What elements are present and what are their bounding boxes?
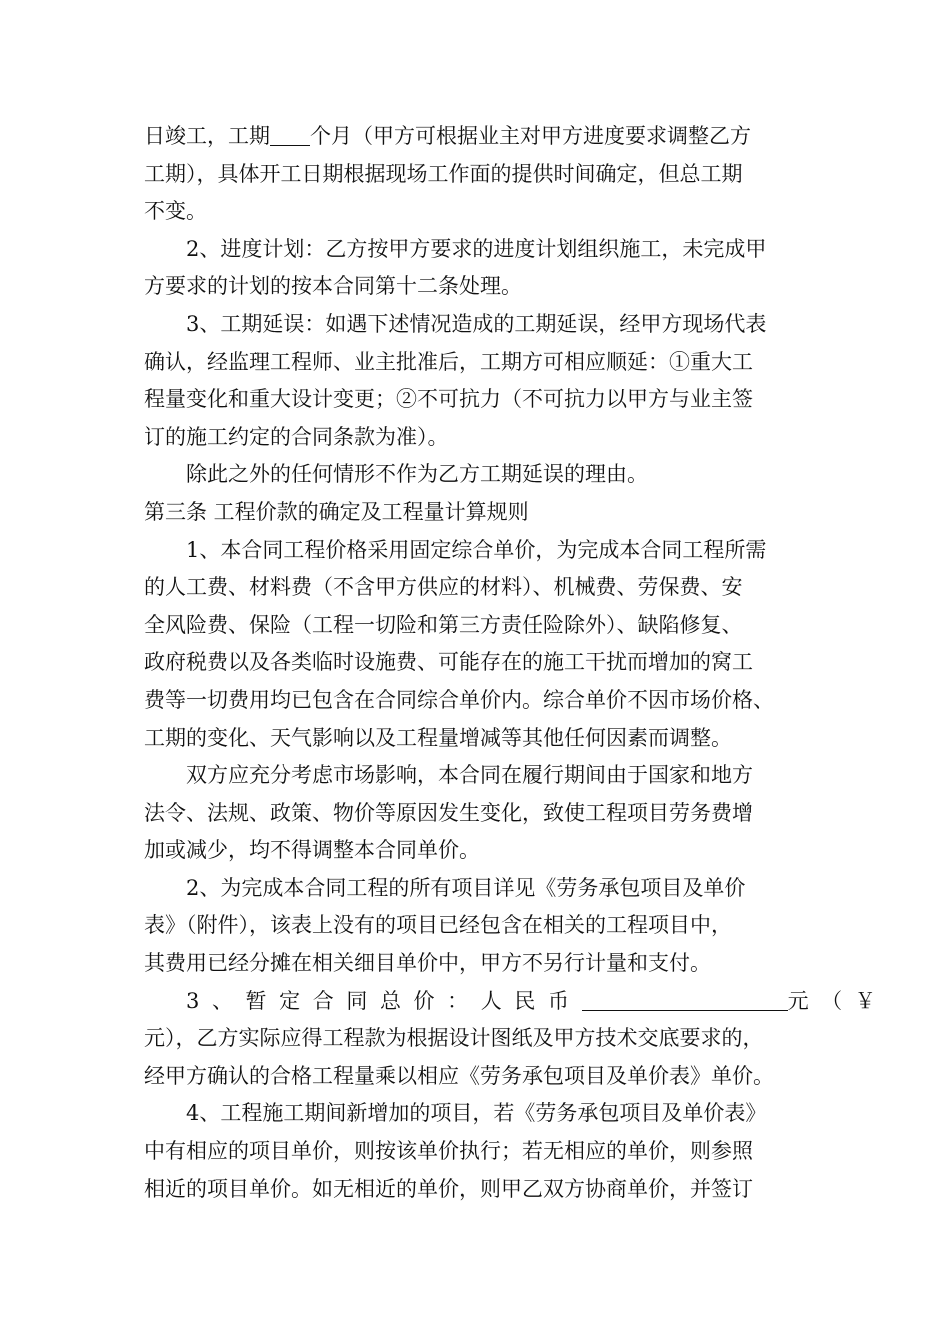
text-line-5: 方要求的计划的按本合同第十二条处理。 (144, 274, 522, 299)
text-line-20: 加或减少，均不得调整本合同单价。 (144, 838, 480, 863)
text-line-28: 中有相应的项目单价，则按该单价执行；若无相应的单价，则参照 (144, 1139, 753, 1164)
section-heading-article-3: 第三条 工程价款的确定及工程量计算规则 (144, 499, 529, 524)
text-line-8: 程量变化和重大设计变更；②不可抗力（不可抗力以甲方与业主签 (144, 387, 753, 412)
text-line-25: 元），乙方实际应得工程款为根据设计图纸及甲方技术交底要求的， (144, 1026, 764, 1051)
text-line-19: 法令、法规、政策、物价等原因发生变化，致使工程项目劳务费增 (144, 800, 753, 825)
text-line-16: 费等一切费用均已包含在合同综合单价内。综合单价不因市场价格、 (144, 687, 774, 712)
text-line-10: 除此之外的任何情形不作为乙方工期延误的理由。 (186, 462, 648, 487)
text-line-26: 经甲方确认的合格工程量乘以相应《劳务承包项目及单价表》单价。 (144, 1063, 774, 1088)
document-page (144, 118, 889, 1208)
text-line-17: 工期的变化、天气影响以及工程量增减等其他任何因素而调整。 (144, 725, 732, 750)
text-line-2: 工期），具体开工日期根据现场工作面的提供时间确定，但总工期 (144, 161, 743, 186)
text-line-24 (144, 983, 889, 1021)
text-line-9: 订的施工约定的合同条款为准）。 (144, 424, 449, 449)
text-segment: 个月（甲方可根据业主对甲方进度要求调整乙方 (310, 124, 751, 148)
text-line-6: 3、工期延误：如遇下述情况造成的工期延误，经甲方现场代表 (186, 311, 767, 336)
text-line-14: 全风险费、保险（工程一切险和第三方责任险除外）、缺陷修复、 (144, 612, 743, 637)
text-line-1 (144, 118, 808, 156)
text-line-29: 相近的项目单价。如无相近的单价，则甲乙双方协商单价，并签订 (144, 1176, 753, 1201)
text-line-18: 双方应充分考虑市场影响，本合同在履行期间由于国家和地方 (186, 763, 753, 788)
text-line-27: 4、工程施工期间新增加的项目，若《劳务承包项目及单价表》 (186, 1101, 767, 1126)
text-line-7: 确认，经监理工程师、业主批准后，工期方可相应顺延：①重大工 (144, 349, 753, 374)
text-line-15: 政府税费以及各类临时设施费、可能存在的施工干扰而增加的窝工 (144, 650, 753, 675)
text-line-4: 2、进度计划：乙方按甲方要求的进度计划组织施工，未完成甲 (186, 236, 767, 261)
fill-in-blank-period[interactable] (270, 123, 310, 146)
text-line-22: 表》（附件），该表上没有的项目已经包含在相关的工程项目中， (144, 913, 732, 938)
text-line-12: 1、本合同工程价格采用固定综合单价，为完成本合同工程所需 (186, 537, 767, 562)
text-segment: 日竣工，工期 (144, 124, 270, 148)
text-segment: 元（￥ (787, 988, 889, 1013)
text-line-13: 的人工费、材料费（不含甲方供应的材料）、机械费、劳保费、安 (144, 575, 743, 600)
text-line-3: 不变。 (144, 199, 207, 224)
text-line-21: 2、为完成本合同工程的所有项目详见《劳务承包项目及单价 (186, 875, 746, 900)
text-line-23: 其费用已经分摊在相关细目单价中，甲方不另行计量和支付。 (144, 951, 711, 976)
text-segment: 3、暂定合同总价：人民币 (186, 988, 582, 1013)
fill-in-blank-total-price[interactable] (582, 988, 788, 1011)
